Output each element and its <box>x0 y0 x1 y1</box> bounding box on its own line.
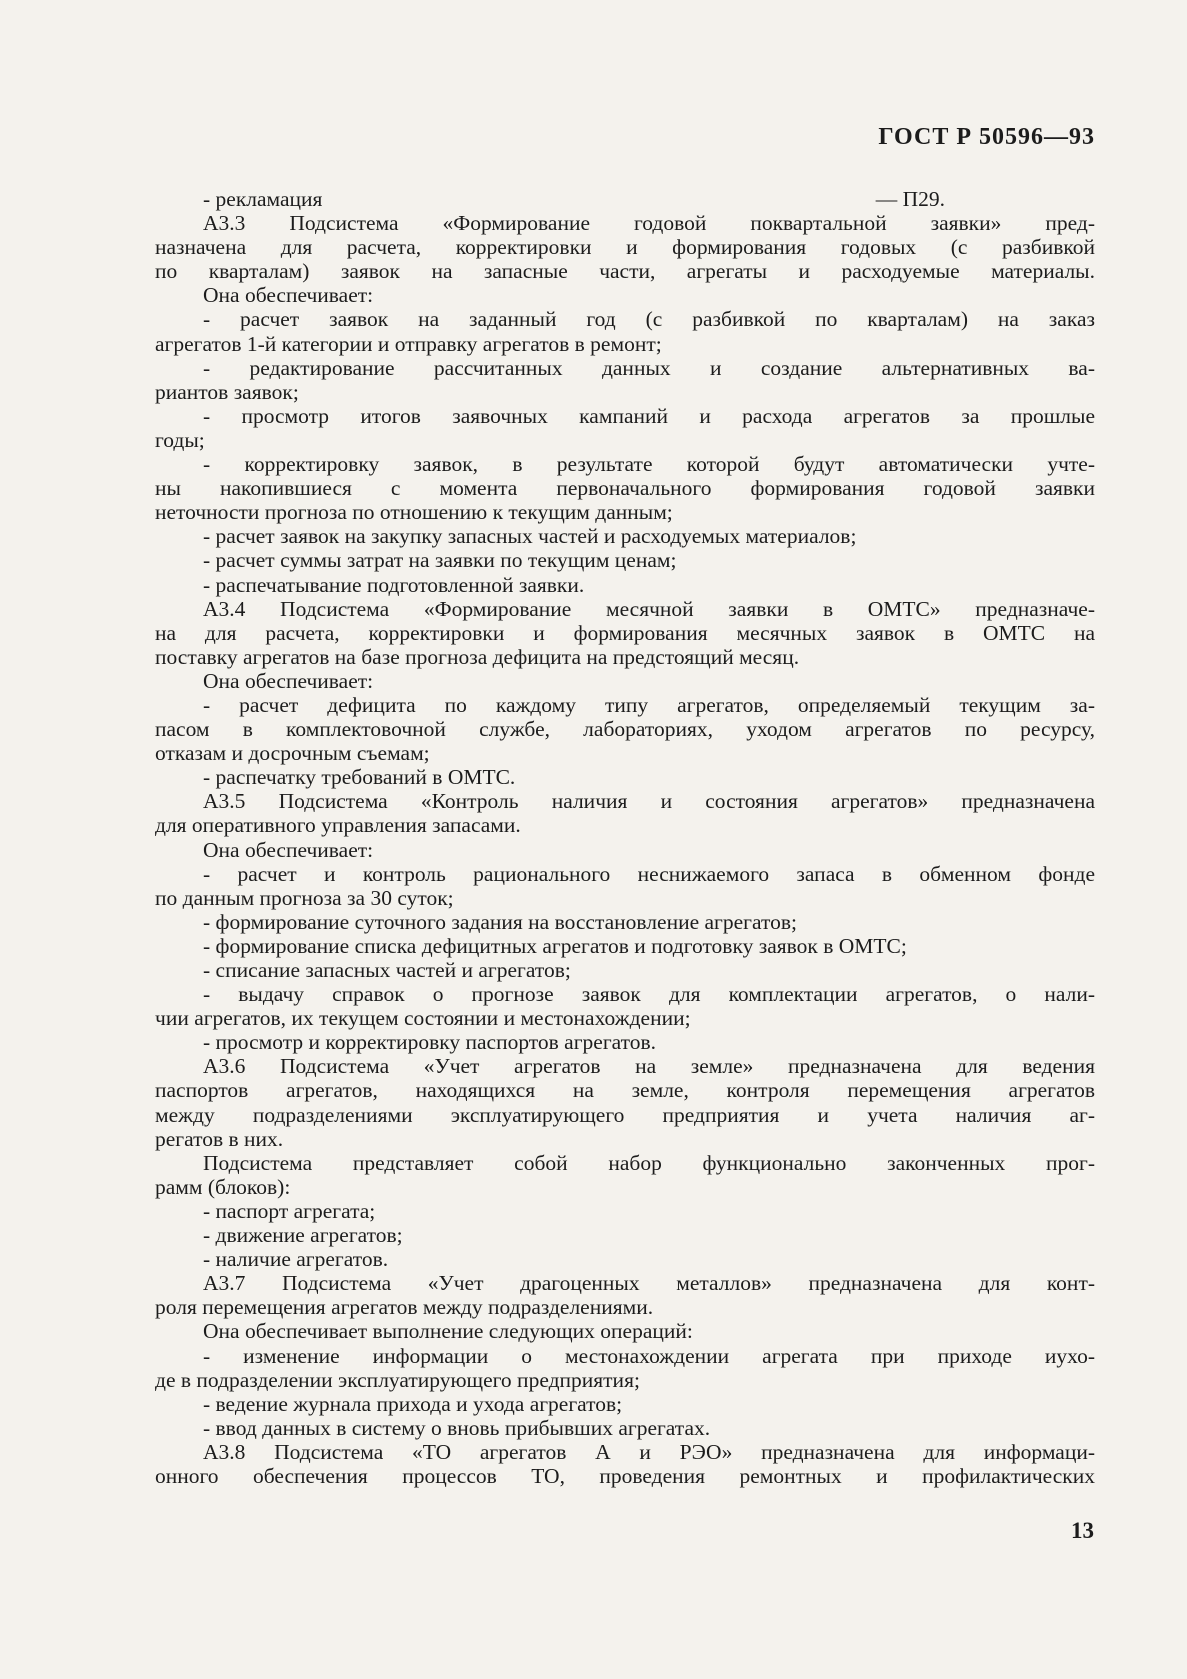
text-line: - ведение журнала прихода и ухода агрегатов; <box>203 1391 623 1416</box>
text-line: неточности прогноза по отношению к текущим данным; <box>155 500 673 525</box>
text-line: годы; <box>155 427 205 452</box>
text-line: - паспорт агрегата; <box>203 1198 376 1223</box>
text-line: Она обеспечивает: <box>203 837 374 862</box>
text-line: - выдачу справок о прогнозе заявок для комплектации агрегатов, о нали- <box>203 982 1095 1007</box>
reference-code: — П29. <box>875 187 945 211</box>
text-line: - расчет суммы затрат на заявки по текущим ценам; <box>203 548 677 573</box>
text-line: пасом в комплектовочной службе, лабораториях, уходом агрегатов по ресурсу, <box>155 717 1095 742</box>
text-line: между подразделениями эксплуатирующего предприятия и учета наличия аг- <box>155 1102 1095 1127</box>
text-line: - формирование суточного задания на восстановление агрегатов; <box>203 909 797 934</box>
document-header: ГОСТ Р 50596—93 <box>878 124 1095 150</box>
text-line: агрегатов 1-й категории и отправку агрегатов в ремонт; <box>155 331 662 356</box>
text-line: - расчет заявок на заданный год (с разбивкой по кварталам) на заказ <box>203 307 1095 332</box>
text-line: - формирование списка дефицитных агрегатов и подготовку заявок в ОМТС; <box>203 933 907 958</box>
text-line: - распечатывание подготовленной заявки. <box>203 572 585 597</box>
text-line: - расчет дефицита по каждому типу агрегатов, определяемый текущим за- <box>203 692 1095 717</box>
text-line <box>155 187 1095 211</box>
text-line: - корректировку заявок, в результате которой будут автоматически учте- <box>203 452 1095 477</box>
text-line: А3.8 Подсистема «ТО агрегатов А и РЭО» предназначена для информаци- <box>203 1439 1095 1464</box>
text-line: чии агрегатов, их текущем состоянии и местонахождении; <box>155 1006 691 1031</box>
text-line: Подсистема представляет собой набор функционально законченных прог- <box>203 1150 1095 1175</box>
page-number: 13 <box>1071 1518 1094 1543</box>
text-line: онного обеспечения процессов ТО, проведения ремонтных и профилактических <box>155 1463 1095 1488</box>
text-line: - расчет и контроль рационального неснижаемого запаса в обменном фонде <box>203 861 1095 886</box>
text-line: рамм (блоков): <box>155 1174 291 1199</box>
text-line: - движение агрегатов; <box>203 1223 403 1248</box>
body-text <box>155 187 1095 1488</box>
text-line: - наличие агрегатов. <box>203 1247 389 1272</box>
text-line: Она обеспечивает: <box>203 668 374 693</box>
text-line: по данным прогноза за 30 суток; <box>155 885 454 910</box>
text-line: по кварталам) заявок на запасные части, агрегаты и расходуемые материалы. <box>155 259 1095 284</box>
text-line: А3.5 Подсистема «Контроль наличия и состояния агрегатов» предназначена <box>203 789 1095 814</box>
text-line: - изменение информации о местонахождении агрегата при приходе иухо- <box>203 1343 1095 1368</box>
text-line: де в подразделении эксплуатирующего предприятия; <box>155 1367 640 1392</box>
text-line: - просмотр и корректировку паспортов агрегатов. <box>203 1030 657 1055</box>
text-line: А3.4 Подсистема «Формирование месячной заявки в ОМТС» предназначе- <box>203 596 1095 621</box>
text-line: отказам и досрочным съемам; <box>155 741 430 766</box>
text-line: - списание запасных частей и агрегатов; <box>203 958 571 982</box>
list-item-text: - рекламация <box>203 187 323 211</box>
text-line: назначена для расчета, корректировки и формирования годовых (с разбивкой <box>155 235 1095 260</box>
text-line: - распечатку требований в ОМТС. <box>203 765 516 790</box>
text-line: А3.7 Подсистема «Учет драгоценных металлов» предназначена для конт- <box>203 1271 1095 1296</box>
text-line: ны накопившиеся с момента первоначального формирования годовой заявки <box>155 476 1095 501</box>
text-line: Она обеспечивает выполнение следующих операций: <box>203 1319 693 1344</box>
text-line: А3.6 Подсистема «Учет агрегатов на земле» предназначена для ведения <box>203 1054 1095 1079</box>
text-line: на для расчета, корректировки и формирования месячных заявок в ОМТС на <box>155 620 1095 645</box>
text-line: - просмотр итогов заявочных кампаний и расхода агрегатов за прошлые <box>203 403 1095 428</box>
text-line: для оперативного управления запасами. <box>155 813 521 838</box>
text-line: - расчет заявок на закупку запасных частей и расходуемых материалов; <box>203 524 857 549</box>
text-line: риантов заявок; <box>155 379 299 404</box>
text-line: - ввод данных в систему о вновь прибывших агрегатах. <box>203 1415 711 1440</box>
text-line: Она обеспечивает: <box>203 283 374 308</box>
text-line: роля перемещения агрегатов между подразделениями. <box>155 1295 654 1320</box>
text-line: паспортов агрегатов, находящихся на земле, контроля перемещения агрегатов <box>155 1078 1095 1103</box>
text-line: А3.3 Подсистема «Формирование годовой поквартальной заявки» пред- <box>203 211 1095 236</box>
text-line: регатов в них. <box>155 1126 284 1151</box>
text-line: поставку агрегатов на базе прогноза дефицита на предстоящий месяц. <box>155 644 800 669</box>
text-line: - редактирование рассчитанных данных и создание альтернативных ва- <box>203 355 1095 380</box>
